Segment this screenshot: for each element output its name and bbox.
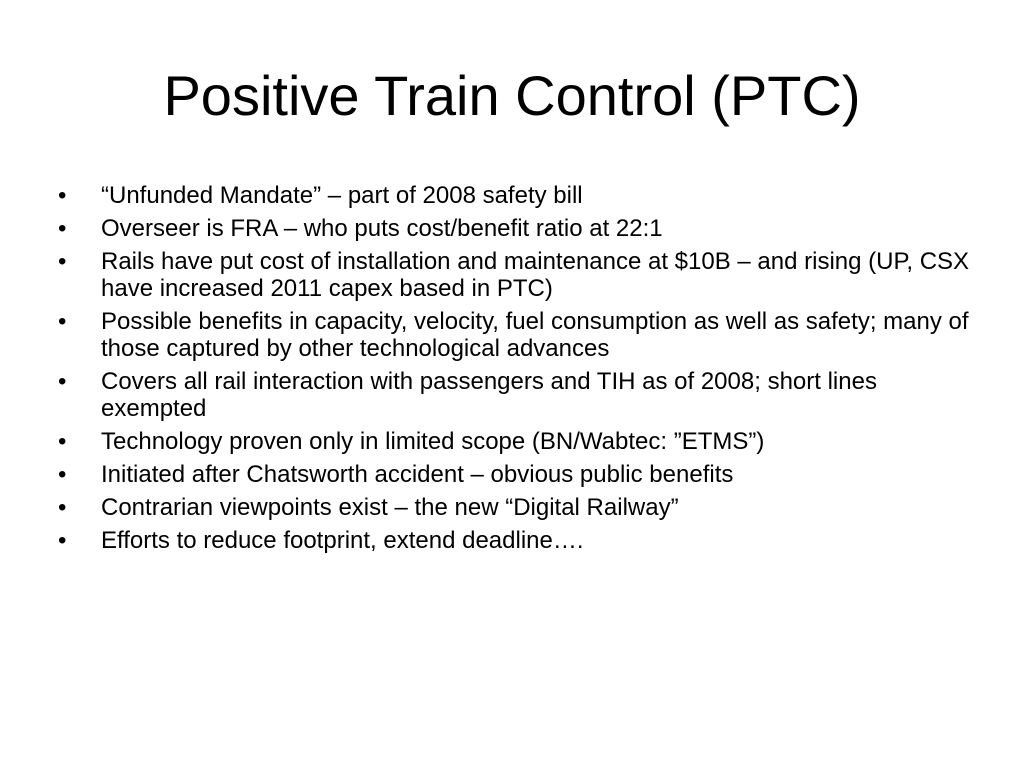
bullet-text: Covers all rail interaction with passengers and TIH as of 2008; short lines exempted xyxy=(101,368,877,422)
bullet-icon: • xyxy=(58,182,67,209)
bullet-item xyxy=(57,428,977,455)
bullet-item xyxy=(57,368,977,422)
bullet-text: Overseer is FRA – who puts cost/benefit ratio at 22:1 xyxy=(101,215,663,242)
bullet-text: Technology proven only in limited scope (BN/Wabtec: ”ETMS”) xyxy=(101,428,765,455)
bullet-item xyxy=(57,248,977,302)
bullet-icon: • xyxy=(58,494,67,521)
bullet-item xyxy=(57,308,977,362)
bullet-text: Rails have put cost of installation and maintenance at $10B – and rising (UP, CSX have increased 2011 capex based in PTC) xyxy=(101,248,970,302)
bullet-text: Possible benefits in capacity, velocity, fuel consumption as well as safety; many of those captured by other technological advances xyxy=(101,308,969,362)
bullet-item xyxy=(57,494,977,521)
bullet-icon: • xyxy=(58,215,67,242)
bullet-icon: • xyxy=(58,308,67,335)
bullet-item xyxy=(57,527,977,554)
bullet-text: Efforts to reduce footprint, extend deadline…. xyxy=(101,527,584,554)
bullet-list xyxy=(57,182,977,560)
bullet-text: Initiated after Chatsworth accident – obvious public benefits xyxy=(101,461,734,488)
bullet-icon: • xyxy=(58,428,67,455)
bullet-item xyxy=(57,215,977,242)
bullet-item xyxy=(57,182,977,209)
bullet-icon: • xyxy=(58,368,67,395)
bullet-icon: • xyxy=(58,527,67,554)
bullet-icon: • xyxy=(58,248,67,275)
slide-title: Positive Train Control (PTC) xyxy=(163,64,861,127)
bullet-text: “Unfunded Mandate” – part of 2008 safety bill xyxy=(101,182,583,209)
bullet-text: Contrarian viewpoints exist – the new “Digital Railway” xyxy=(101,494,679,521)
bullet-item xyxy=(57,461,977,488)
bullet-icon: • xyxy=(58,461,67,488)
